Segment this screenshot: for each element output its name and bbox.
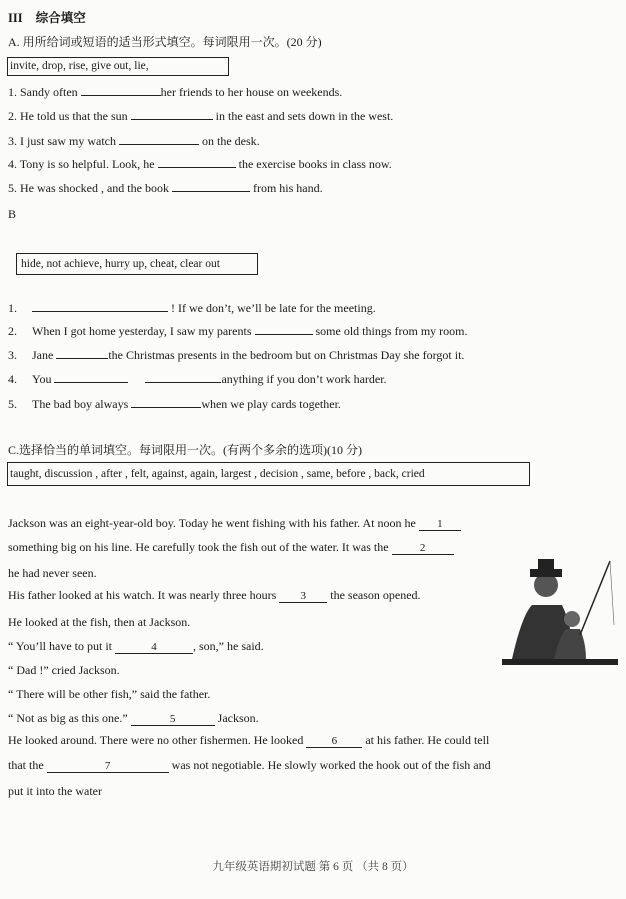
passage-line-1: Jackson was an eight-year-old boy. Today he went fishing with his father. At noon he 1 [8,515,461,531]
blank-5[interactable]: 5 [131,714,215,726]
blank[interactable] [145,371,221,383]
passage-line-9: “ Not as big as this one.” 5 Jackson. [8,711,259,725]
blank[interactable] [32,300,168,312]
part-c-instruction: C.选择恰当的单词填空。每词限用一次。(有两个多余的选项)(10 分) [8,443,362,457]
blank-6[interactable]: 6 [306,736,362,748]
blank[interactable] [54,371,128,383]
part-a-instruction: A. 用所给词或短语的适当形式填空。每词限用一次。(20 分) [8,35,322,49]
blank-2[interactable]: 2 [392,543,454,555]
part-a-item-5: 5. He was shocked , and the book from his hand. [8,181,323,195]
page-footer: 九年级英语期初试题 第 6 页 （共 8 页） [212,861,414,873]
part-a-wordbox: invite, drop, rise, give out, lie, [7,57,229,76]
part-b-item-2: 2. When I got home yesterday, I saw my parents some old things from my room. [8,324,468,338]
passage-line-3: he had never seen. [8,566,97,580]
passage-line-2: something big on his line. He carefully took the fish out of the water. It was the 2 [8,539,454,555]
part-a-item-4: 4. Tony is so helpful. Look, he the exercise books in class now. [8,157,392,171]
boy-head [564,611,580,627]
part-b-item-4: 4. You anything if you don’t work harder. [8,372,387,386]
passage-line-6: “ You’ll have to put it 4 , son,” he said. [8,639,264,653]
blank-7[interactable]: 7 [47,761,169,773]
part-a-item-2: 2. He told us that the sun in the east and sets down in the west. [8,109,394,123]
section-roman: III [8,11,23,25]
passage-line-7: “ Dad !” cried Jackson. [8,663,120,677]
fishing-illustration [502,555,618,667]
part-a-item-1: 1. Sandy often her friends to her house on weekends. [8,85,343,99]
part-b-item-5: 5. The bad boy always when we play cards together. [8,397,341,411]
fishing-line [610,561,614,625]
blank-3[interactable]: 3 [279,591,327,603]
blank[interactable] [81,84,161,96]
blank[interactable] [131,396,201,408]
blank[interactable] [255,323,313,335]
blank-4[interactable]: 4 [115,642,193,654]
part-b-item-1: 1. ! If we don’t, we’ll be late for the meeting. [8,301,376,315]
blank[interactable] [119,133,199,145]
passage-line-8: “ There will be other fish,” said the father. [8,687,211,701]
part-a-item-3: 3. I just saw my watch on the desk. [8,134,260,148]
blank[interactable] [131,108,213,120]
blank[interactable] [172,180,250,192]
passage-line-11: that the 7 was not negotiable. He slowly worked the hook out of the fish and [8,758,491,772]
passage-line-10: He looked around. There were no other fishermen. He looked 6 at his father. He could tell [8,733,490,747]
passage-line-12: put it into the water [8,784,102,798]
part-b-wordbox: hide, not achieve, hurry up, cheat, clear out [16,253,258,275]
father-hat-top [538,559,554,571]
passage-line-4: His father looked at his watch. It was nearly three hours 3 the season opened. [8,588,421,602]
fishing-rod [580,561,610,635]
section-title: 综合填空 [35,11,86,25]
part-b-label: B [8,207,17,221]
blank[interactable] [56,347,108,359]
blank-1[interactable]: 1 [419,519,461,531]
ground [502,659,618,665]
passage-line-5: He looked at the fish, then at Jackson. [8,615,191,629]
section-heading [8,10,86,26]
part-b-item-3: 3. Jane the Christmas presents in the bedroom but on Christmas Day she forgot it. [8,348,465,362]
blank[interactable] [158,156,236,168]
part-c-wordbox: taught, discussion , after , felt, against, again, largest , decision , same, before , back, cried [7,462,530,486]
